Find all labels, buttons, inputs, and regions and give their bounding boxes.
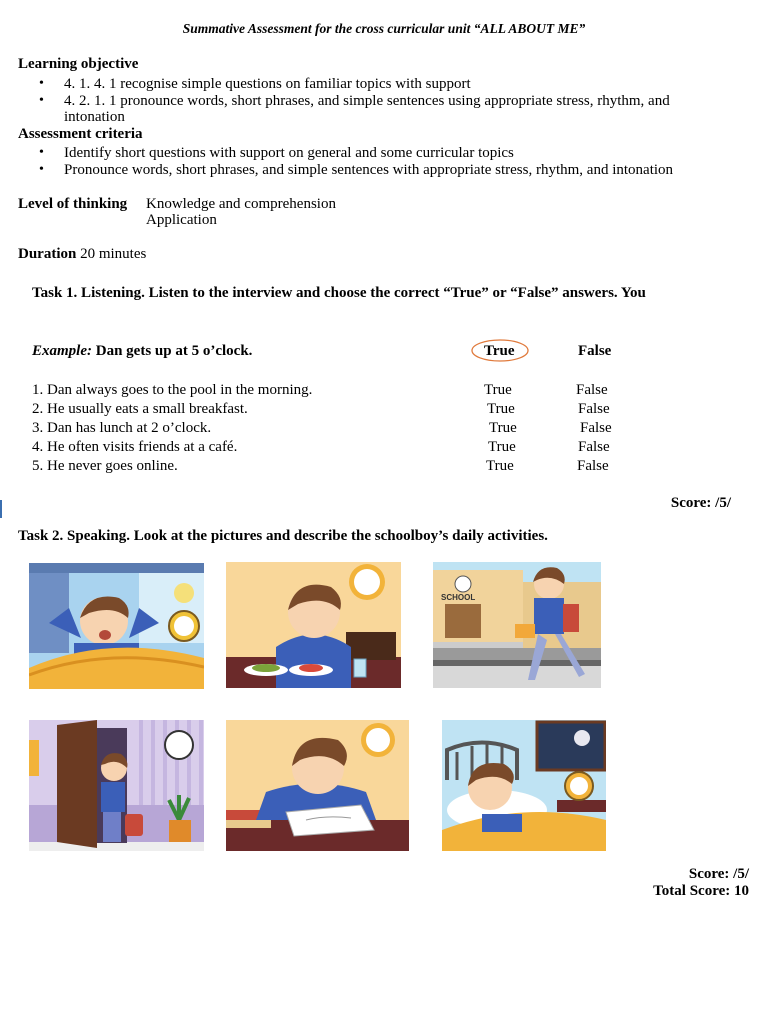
true-option[interactable]: True bbox=[484, 382, 512, 398]
learning-objective-list bbox=[18, 76, 718, 126]
example-prefix: Example: bbox=[32, 343, 92, 359]
example-false-answer: False bbox=[578, 343, 612, 359]
picture-homework bbox=[226, 720, 409, 851]
duration bbox=[18, 246, 146, 263]
example-true-answer: True bbox=[484, 343, 515, 359]
task2-heading: Task 2. Speaking. Look at the pictures and describe the schoolboy’s daily activities. bbox=[18, 528, 548, 544]
statement-text: 4. He often visits friends at a café. bbox=[32, 439, 238, 455]
picture-going-to-school bbox=[433, 562, 601, 688]
assessment-criteria-list bbox=[18, 145, 738, 178]
document-title: Summative Assessment for the cross curricular unit “ALL ABOUT ME” bbox=[182, 21, 586, 36]
assessment-criteria-item: • Pronounce words, short phrases, and simple sentences with appropriate stress, rhythm, and intonation bbox=[18, 162, 738, 179]
statement-text: 5. He never goes online. bbox=[32, 458, 178, 474]
school-sign-text: SCHOOL bbox=[441, 593, 476, 602]
answer-circle-mark bbox=[468, 338, 532, 364]
picture-breakfast bbox=[226, 562, 401, 688]
true-option[interactable]: True bbox=[486, 458, 514, 474]
level-of-thinking-value: Knowledge and comprehension bbox=[146, 196, 336, 212]
task1-statement-row bbox=[32, 382, 752, 401]
statement-text: 2. He usually eats a small breakfast. bbox=[32, 401, 248, 417]
duration-value: 20 minutes bbox=[80, 246, 147, 262]
assessment-criteria-item: • Identify short questions with support on general and some curricular topics bbox=[18, 145, 738, 162]
true-option[interactable]: True bbox=[487, 401, 515, 417]
task1-example-row bbox=[32, 343, 752, 362]
task1-score: Score: /5/ bbox=[670, 495, 731, 511]
false-option[interactable]: False bbox=[578, 401, 610, 417]
learning-objective-item: • 4. 2. 1. 1 pronounce words, short phrases, and simple sentences using appropriate stress, rhythm, and intonation bbox=[18, 93, 718, 126]
picture-coming-home bbox=[29, 720, 204, 851]
false-option[interactable]: False bbox=[578, 439, 610, 455]
true-option[interactable]: True bbox=[489, 420, 517, 436]
margin-marker bbox=[0, 500, 2, 518]
statement-text: 3. Dan has lunch at 2 o’clock. bbox=[32, 420, 212, 436]
total-score: Total Score: 10 bbox=[653, 883, 749, 899]
picture-sleeping bbox=[442, 720, 606, 851]
example-statement: Dan gets up at 5 o’clock. bbox=[95, 343, 253, 359]
task1-statement-row bbox=[32, 439, 752, 458]
false-option[interactable]: False bbox=[580, 420, 612, 436]
true-option[interactable]: True bbox=[488, 439, 516, 455]
learning-objective-item: • 4. 1. 4. 1 recognise simple questions on familiar topics with support bbox=[18, 76, 718, 93]
false-option[interactable]: False bbox=[576, 382, 608, 398]
picture-waking-up bbox=[29, 563, 204, 689]
statement-text: 1. Dan always goes to the pool in the morning. bbox=[32, 382, 313, 398]
false-option[interactable]: False bbox=[577, 458, 609, 474]
learning-objective-heading: Learning objective bbox=[18, 56, 139, 72]
level-of-thinking-label: Level of thinking bbox=[18, 196, 128, 212]
assessment-criteria-heading: Assessment criteria bbox=[18, 126, 143, 142]
task1-heading: Task 1. Listening. Listen to the interview and choose the correct “True” or “False” answers. You bbox=[32, 285, 646, 301]
task1-statement-row bbox=[32, 401, 752, 420]
duration-label: Duration bbox=[18, 246, 77, 262]
task2-score: Score: /5/ bbox=[688, 866, 749, 882]
level-of-thinking-value: Application bbox=[146, 212, 217, 228]
task1-statement-row bbox=[32, 420, 752, 439]
task1-statement-row bbox=[32, 458, 752, 477]
